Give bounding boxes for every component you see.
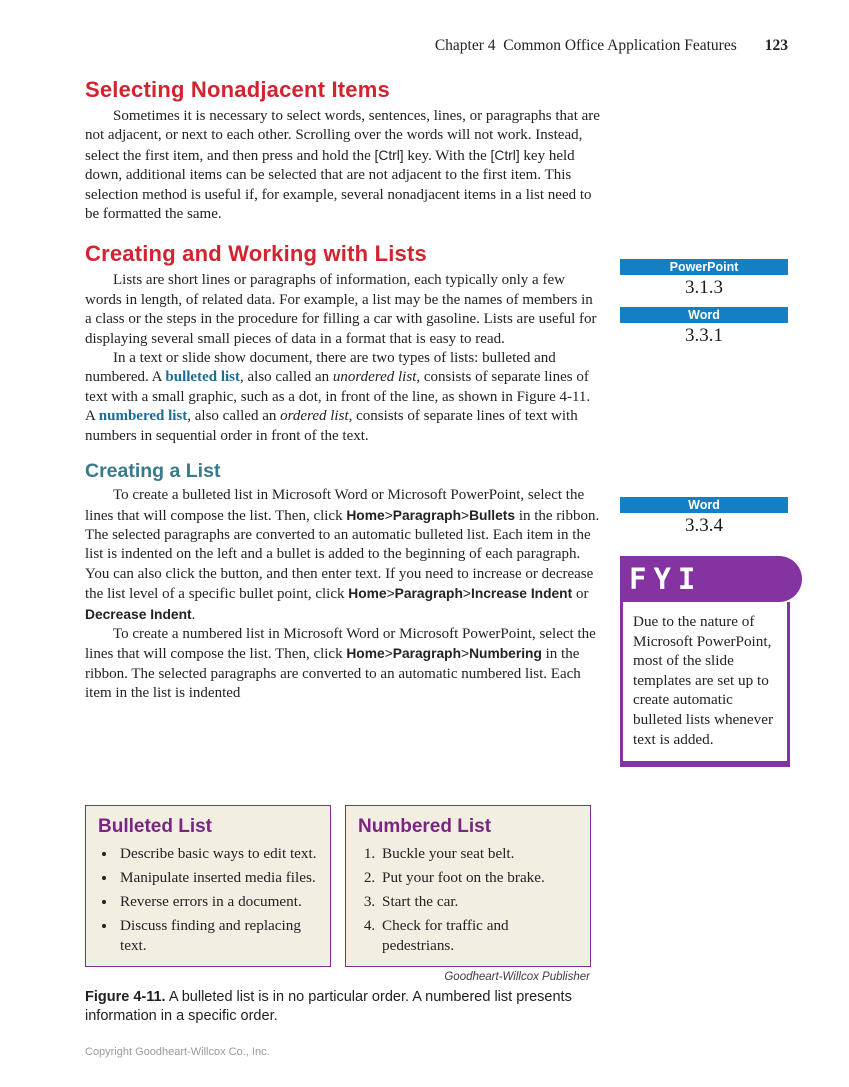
text-segment: or: [572, 586, 589, 603]
text-segment: >: [384, 507, 393, 523]
figure-box-title: Numbered List: [358, 816, 492, 837]
text-segment: >: [461, 507, 470, 523]
text-segment: Home: [346, 646, 385, 662]
list-item: 4. Check for traffic and pedestrians.: [379, 916, 580, 955]
badge-app-label: PowerPoint: [620, 259, 788, 275]
paragraph: [85, 349, 602, 446]
text-segment: In a text or slide show document, there are two types of lists: bulleted and numbered. A: [85, 350, 556, 386]
text-segment: >: [461, 646, 470, 662]
numbered-list: [358, 844, 580, 955]
text-segment: Paragraph: [392, 646, 461, 662]
text-segment: unordered list: [332, 369, 417, 386]
figure-caption: [85, 988, 597, 1026]
text-segment: , consists of separate lines of text with numbers in sequential order in front of the text.: [85, 408, 578, 444]
fyi-note-text: Due to the nature of Microsoft PowerPoint, most of the slide templates are set up to create automatic bulleted lists whenever text is added.: [620, 602, 790, 767]
section-heading-selecting-nonadjacent-items: Selecting Nonadjacent Items: [85, 77, 390, 102]
certification-badge-word-1: [620, 307, 788, 347]
paragraph: [85, 486, 602, 625]
main-text-column: [85, 76, 602, 704]
text-segment: >: [462, 586, 471, 602]
text-segment: >: [386, 586, 395, 602]
copyright-notice: Copyright Goodheart-Willcox Co., Inc.: [85, 1046, 270, 1058]
bulleted-list: [98, 844, 320, 955]
text-segment: [Ctrl]: [374, 147, 404, 163]
list-item: • Manipulate inserted media files.: [117, 868, 320, 888]
text-segment: , also called an: [240, 369, 333, 386]
list-item: • Reverse errors in a document.: [117, 892, 320, 912]
publisher-credit: Goodheart-Willcox Publisher: [444, 971, 590, 983]
text-segment: To create a bulleted list in Microsoft Word or Microsoft PowerPoint, select the lines that will compose the list. Then, click: [85, 487, 585, 524]
text-segment: .: [191, 606, 196, 623]
text-segment: Paragraph: [392, 507, 461, 523]
text-segment: Lists are short lines or paragraphs of information, each typically only a few words in length, of related data. For example, a list may be the names of members in a class or the steps in the procedure for filling a car with gasoline. Lists are useful for displaying several small pieces of data in a format that is easy to read.: [85, 272, 597, 347]
text-segment: Home: [348, 586, 387, 602]
section-heading-creating-and-working-with-lists: Creating and Working with Lists: [85, 241, 427, 267]
list-item: • Discuss finding and replacing text.: [117, 916, 320, 955]
text-segment: Home: [346, 507, 385, 523]
text-segment: Numbering: [469, 646, 542, 662]
badge-code: 3.3.4: [685, 515, 723, 536]
figure-caption-text: A bulleted list is in no particular order. A numbered list presents information in a specific order.: [85, 989, 572, 1024]
certification-badge-word-2: [620, 497, 788, 537]
text-segment: key held down, additional items can be selected that are not adjacent to the first item. This selection method is useful if, for example, several nonadjacent items in a list need to be formatted the same.: [85, 147, 592, 223]
page-number: 123: [764, 37, 788, 54]
text-segment: in the ribbon. The selected paragraphs are converted to an automatic numbered list. Each item in the list is indented: [85, 646, 581, 702]
badge-app-label: Word: [620, 307, 788, 323]
text-segment: >: [384, 646, 393, 662]
text-segment: Paragraph: [394, 586, 463, 602]
figure-box-numbered-list: [345, 805, 591, 967]
text-segment: Sometimes it is necessary to select words, sentences, lines, or paragraphs that are not adjacent, or next to each other. Scrolling over the words will not work. Instead, select the first item, and then press and hold the: [85, 108, 600, 164]
paragraph: [85, 107, 602, 224]
text-segment: Increase Indent: [470, 586, 573, 602]
text-segment: , consists of separate lines of text with a small graphic, such as a dot, in front of the line, as shown in Figure 4-11. A: [85, 369, 591, 425]
badge-code: 3.3.1: [685, 325, 723, 346]
text-segment: bulleted list: [165, 369, 240, 386]
badge-app-label: Word: [620, 497, 788, 513]
text-segment: Bullets: [469, 507, 516, 523]
paragraph: [85, 271, 602, 349]
chapter-title: Chapter 4 Common Office Application Features: [434, 37, 737, 54]
text-segment: To create a numbered list in Microsoft Word or Microsoft PowerPoint, select the lines that will compose the list. Then, click: [85, 625, 596, 663]
certification-badge-powerpoint: [620, 259, 788, 299]
text-segment: , also called an: [187, 408, 281, 425]
list-item: 3. Start the car.: [379, 892, 580, 912]
text-segment: key. With the: [403, 147, 491, 164]
text-segment: ordered list: [280, 408, 349, 425]
text-segment: Decrease Indent: [85, 606, 192, 622]
list-item: 1. Buckle your seat belt.: [379, 844, 580, 864]
fyi-header: FYI: [620, 556, 802, 602]
subsection-heading-creating-a-list: Creating a List: [85, 460, 221, 483]
list-item: • Describe basic ways to edit text.: [117, 844, 320, 864]
text-segment: numbered list: [98, 408, 188, 425]
figure-box-bulleted-list: [85, 805, 331, 967]
text-segment: [Ctrl]: [490, 147, 520, 163]
badge-code: 3.1.3: [685, 277, 723, 298]
paragraph: [85, 625, 602, 704]
figure-box-title: Bulleted List: [98, 816, 213, 837]
text-segment: in the ribbon. The selected paragraphs are converted to an automatic bulleted list. Each item in the list is indented on the left and a bullet is added to the beginning of each paragraph. You can also click the button, and then enter text. If you need to increase or decrease the list level of a specific bullet point, click: [85, 507, 600, 603]
list-item: 2. Put your foot on the brake.: [379, 868, 580, 888]
running-head: [435, 37, 788, 55]
figure-caption-label: Figure 4-11.: [85, 989, 166, 1005]
